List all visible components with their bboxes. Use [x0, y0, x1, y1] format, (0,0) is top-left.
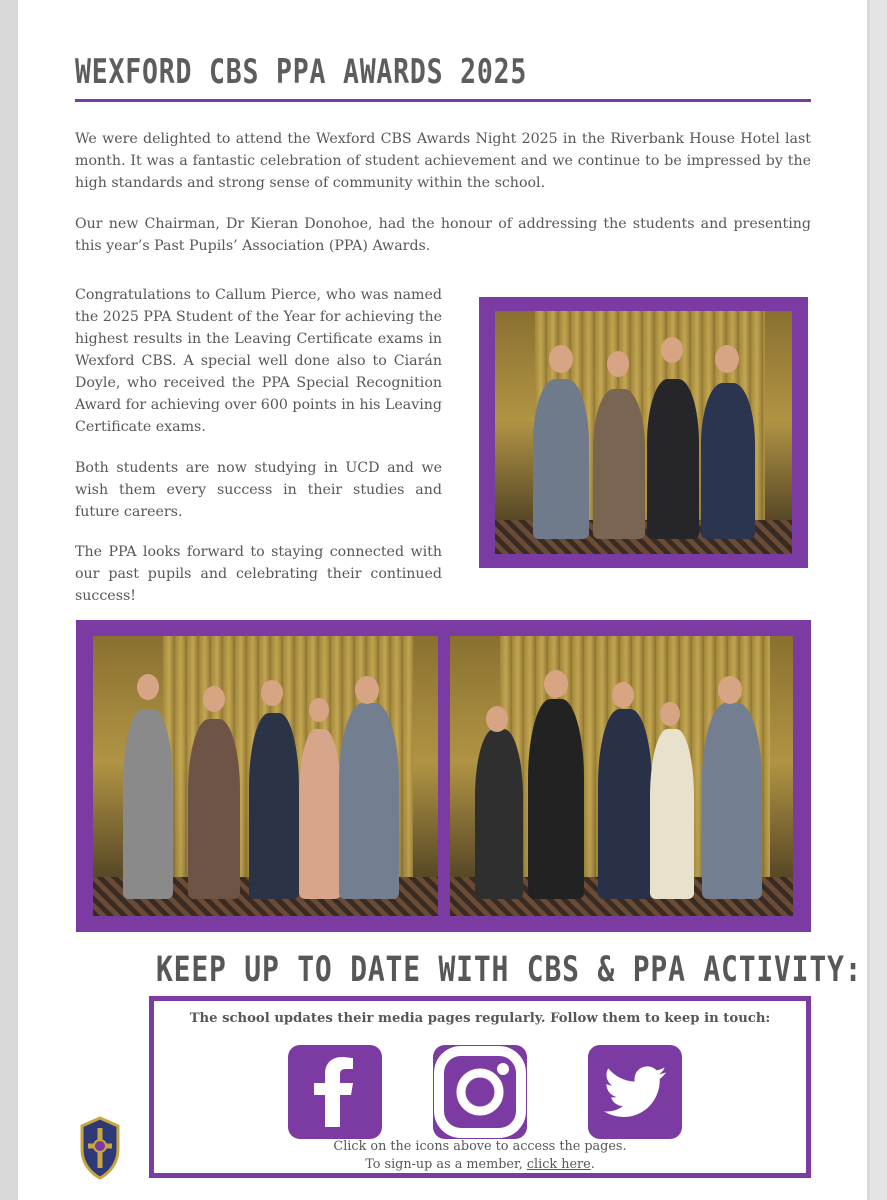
- award-photo-group-right: [450, 636, 793, 916]
- closing-paragraph: The PPA looks forward to staying connected with our past pupils and celebrating their continued success!: [75, 544, 442, 604]
- social-heading: KEEP UP TO DATE WITH CBS & PPA ACTIVITY:: [156, 950, 863, 990]
- students-paragraph: Both students are now studying in UCD and we wish them every success in their studies and future careers.: [75, 460, 442, 520]
- title-divider: [75, 99, 811, 102]
- chairman-paragraph: Our new Chairman, Dr Kieran Donohoe, had the honour of addressing the students and presenting this year’s Past Pupils’ Association (PPA) Awards.: [75, 216, 811, 254]
- page-edge: [870, 0, 887, 1200]
- awards-paragraph: Congratulations to Callum Pierce, who was named the 2025 PPA Student of the Year for achieving the highest results in the Leaving Certificate exams in Wexford CBS. A special well done also to Ciarán Doyle, who received the PPA Special Recognition Award for achieving over 600 points in his Leaving Certificate exams.: [75, 287, 442, 435]
- award-photo-group-left: [93, 636, 438, 916]
- award-photo-four-men: [495, 311, 792, 554]
- photo-frame-top: [479, 297, 808, 568]
- school-crest-logo: [78, 1116, 122, 1180]
- photo-frame-bottom: [76, 620, 811, 932]
- social-box: [149, 996, 811, 1178]
- intro-paragraph: We were delighted to attend the Wexford CBS Awards Night 2025 in the Riverbank House Hotel last month. It was a fantastic celebration of student achievement and we continue to be impressed by the high standards and strong sense of community within the school.: [75, 131, 811, 191]
- facebook-icon[interactable]: [288, 1045, 382, 1139]
- instagram-icon[interactable]: [433, 1045, 527, 1139]
- click-note: Click on the icons above to access the pages.: [333, 1139, 627, 1154]
- signup-suffix: .: [590, 1157, 595, 1172]
- social-intro: The school updates their media pages regularly. Follow them to keep in touch:: [189, 1011, 771, 1026]
- signup-link[interactable]: click here: [526, 1157, 591, 1172]
- twitter-icon[interactable]: [588, 1045, 682, 1139]
- signup-prefix: To sign-up as a member,: [365, 1157, 527, 1172]
- signup-line: [154, 1157, 806, 1172]
- page-title: WEXFORD CBS PPA AWARDS 2025: [75, 52, 528, 92]
